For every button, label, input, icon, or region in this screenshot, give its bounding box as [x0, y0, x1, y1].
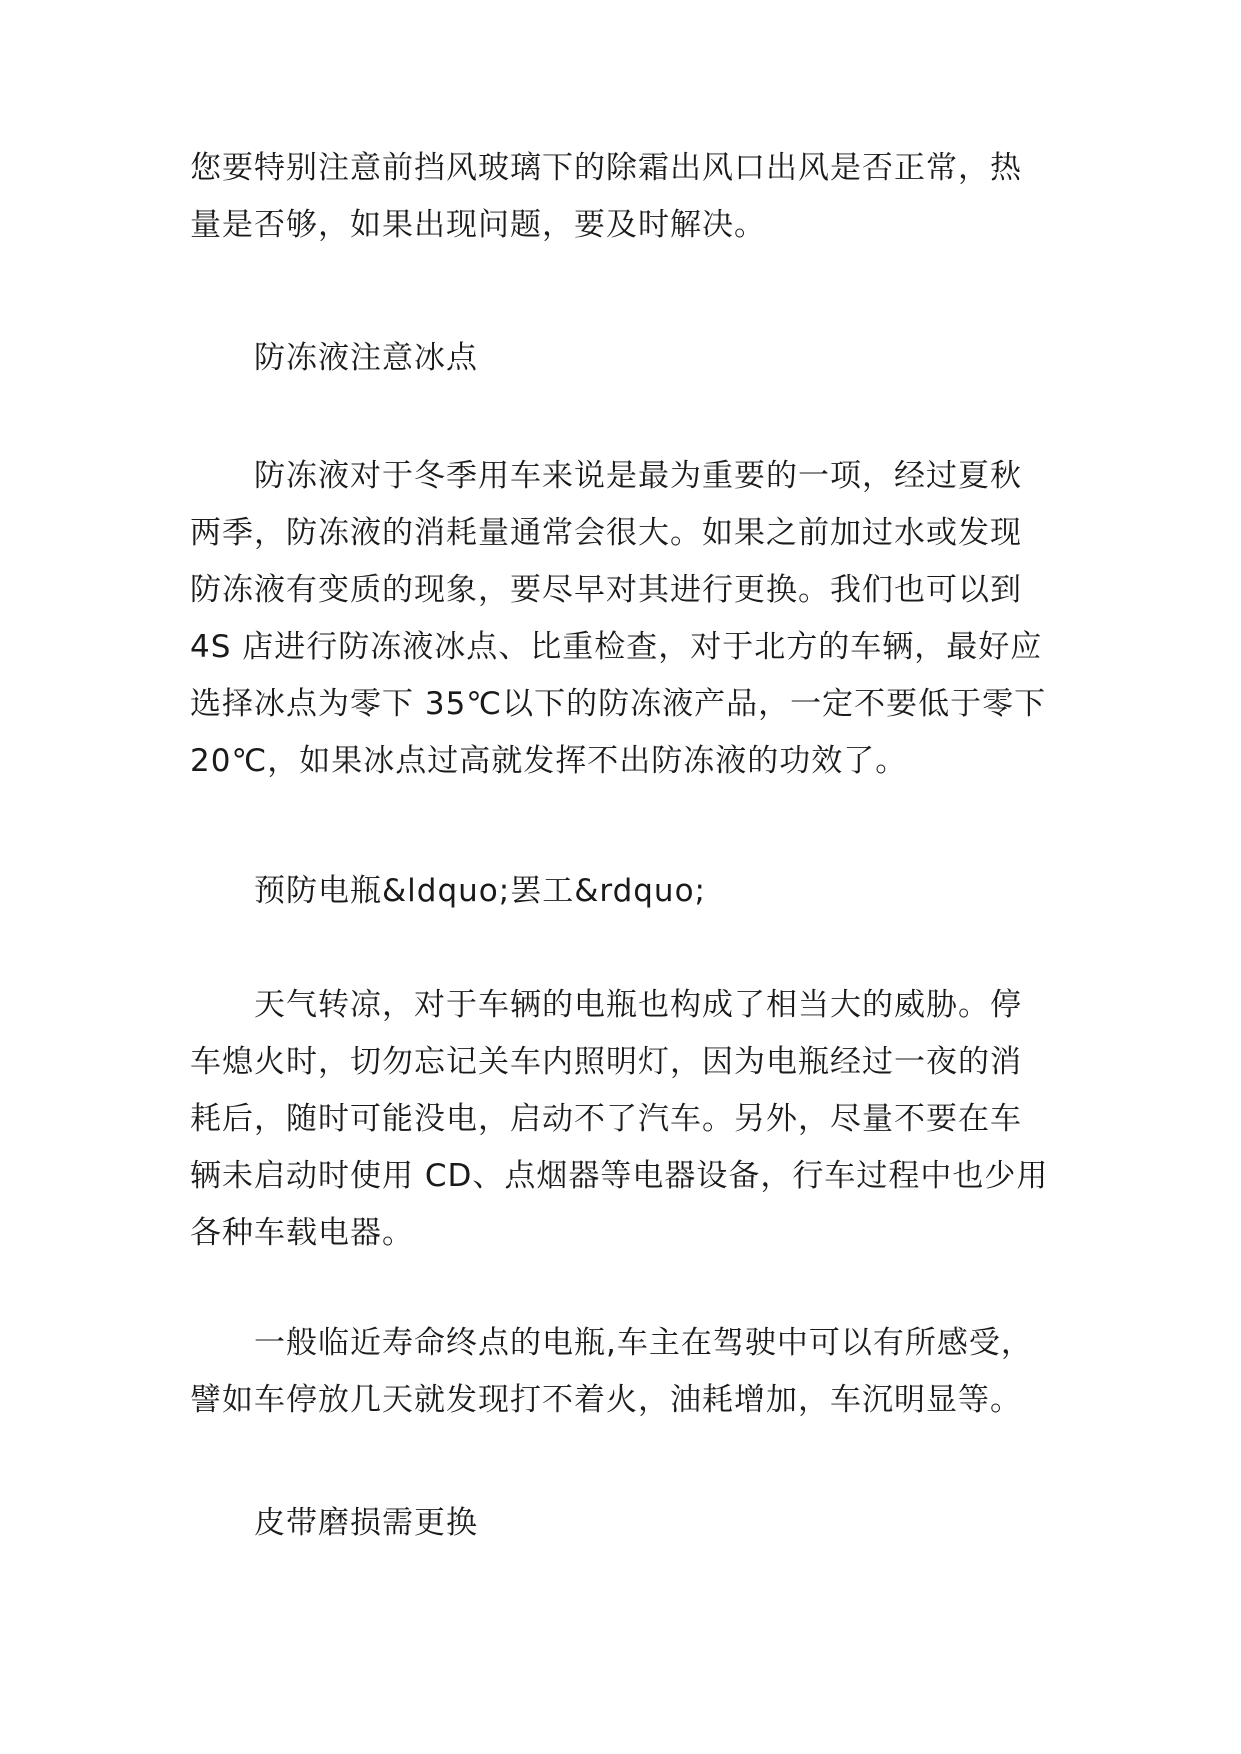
paragraph-defrost: [190, 140, 1070, 254]
section-heading-belt: 皮带磨损需更换: [254, 1505, 478, 1541]
paragraph-line: 您要特别注意前挡风玻璃下的除霜出风口出风是否正常，热: [190, 150, 1022, 186]
paragraph-line: 各种车载电器。: [190, 1215, 414, 1251]
paragraph-line: 20℃，如果冰点过高就发挥不出防冻液的功效了。: [190, 743, 908, 779]
section-heading-battery: 预防电瓶&ldquo;罢工&rdquo;: [254, 873, 706, 909]
paragraph-line: 量是否够，如果出现问题，要及时解决。: [190, 207, 766, 243]
paragraph-line: 天气转凉，对于车辆的电瓶也构成了相当大的威胁。停: [254, 987, 1022, 1023]
paragraph-line: 防冻液对于冬季用车来说是最为重要的一项，经过夏秋: [254, 458, 1022, 494]
paragraph-battery-lifespan: [190, 1315, 1070, 1429]
section-heading-antifreeze: 防冻液注意冰点: [254, 340, 478, 376]
paragraph-battery: [190, 977, 1070, 1262]
paragraph-line: 两季，防冻液的消耗量通常会很大。如果之前加过水或发现: [190, 515, 1022, 551]
paragraph-line: 选择冰点为零下 35℃以下的防冻液产品，一定不要低于零下: [190, 686, 1047, 722]
paragraph-line: 车熄火时，切勿忘记关车内照明灯，因为电瓶经过一夜的消: [190, 1044, 1022, 1080]
paragraph-line: 耗后，随时可能没电，启动不了汽车。另外，尽量不要在车: [190, 1101, 1022, 1137]
paragraph-line: 防冻液有变质的现象，要尽早对其进行更换。我们也可以到: [190, 572, 1022, 608]
paragraph-antifreeze: [190, 448, 1070, 790]
paragraph-line: 辆未启动时使用 CD、点烟器等电器设备，行车过程中也少用: [190, 1158, 1049, 1194]
paragraph-line: 譬如车停放几天就发现打不着火，油耗增加，车沉明显等。: [190, 1382, 1022, 1418]
paragraph-line: 4S 店进行防冻液冰点、比重检查，对于北方的车辆，最好应: [190, 629, 1043, 665]
paragraph-line: 一般临近寿命终点的电瓶,车主在驾驶中可以有所感受，: [254, 1325, 1033, 1361]
